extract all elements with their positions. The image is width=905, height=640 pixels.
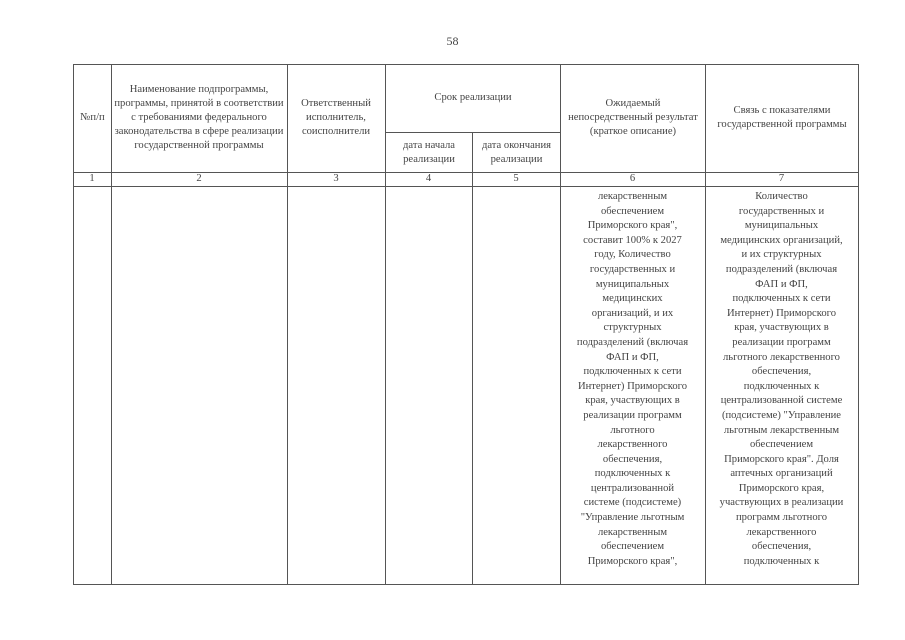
text-line: и их структурных bbox=[741, 249, 822, 261]
header-start-date: дата начала реализации bbox=[403, 139, 455, 165]
text-line: составит 100% к 2027 bbox=[583, 234, 682, 246]
text-line: лекарственным bbox=[597, 526, 668, 538]
text-line: льготным лекарственным bbox=[723, 424, 840, 436]
table-border-right bbox=[858, 64, 859, 584]
text-line: Количество bbox=[755, 191, 808, 202]
expected-result-text bbox=[560, 190, 705, 569]
column-number: 2 bbox=[196, 173, 202, 184]
column-number: 1 bbox=[89, 173, 95, 184]
header-expected-result: Ожидаемый непосредственный результат (краткое описание) bbox=[568, 98, 698, 137]
text-line: обеспечения, bbox=[751, 541, 812, 553]
text-line: Приморского края, bbox=[738, 482, 825, 494]
text-line: лекарственным bbox=[597, 191, 668, 202]
text-line: централизованной системе bbox=[720, 395, 843, 407]
header-implementation-term: Срок реализации bbox=[434, 92, 512, 103]
text-line: аптечных организаций bbox=[730, 468, 833, 480]
column-numbers-bottom-line bbox=[73, 186, 859, 187]
text-line: Приморского края". Доля bbox=[724, 453, 839, 465]
text-line: лекарственного bbox=[597, 439, 668, 451]
text-line: подключенных к bbox=[743, 380, 820, 392]
text-line: реализации программ bbox=[583, 409, 682, 421]
text-line: медицинских организаций, bbox=[720, 234, 843, 246]
text-line: структурных bbox=[603, 322, 662, 334]
column-divider bbox=[472, 132, 473, 584]
implementation-table bbox=[73, 64, 858, 584]
column-number: 3 bbox=[333, 173, 339, 184]
column-number: 7 bbox=[778, 173, 785, 184]
column-number: 4 bbox=[425, 173, 432, 184]
text-line: лекарственного bbox=[746, 526, 817, 538]
text-line: подключенных к bbox=[743, 555, 820, 567]
text-line: подразделений (включая bbox=[576, 336, 689, 348]
text-line: края, участвующих в bbox=[585, 395, 680, 407]
text-line: программ льготного bbox=[736, 512, 827, 524]
text-line: края, участвующих в bbox=[734, 322, 829, 334]
header-end-date: дата окончания реализации bbox=[481, 139, 552, 165]
column-divider bbox=[111, 64, 112, 584]
text-line: обеспечением bbox=[749, 439, 814, 451]
column-number: 6 bbox=[629, 173, 636, 184]
text-line: льготного bbox=[610, 424, 655, 436]
text-line: Интернет) Приморского bbox=[577, 380, 688, 392]
table-border-bottom bbox=[73, 584, 859, 585]
text-line: обеспечения, bbox=[602, 453, 663, 465]
text-line: Приморского края", bbox=[587, 555, 678, 567]
text-line: подключенных к bbox=[594, 468, 671, 480]
text-line: "Управление льготным bbox=[580, 512, 685, 524]
text-line: подразделений (включая bbox=[725, 263, 838, 275]
column-number: 5 bbox=[513, 173, 519, 184]
text-line: ФАП и ФП, bbox=[606, 351, 659, 363]
text-line: Интернет) Приморского bbox=[726, 307, 837, 319]
indicator-link-text bbox=[705, 190, 858, 569]
text-line: подключенных к сети bbox=[732, 293, 831, 305]
text-line: участвующих в реализации bbox=[719, 497, 844, 509]
text-line: организаций, и их bbox=[591, 307, 674, 319]
text-line: обеспечением bbox=[600, 541, 665, 553]
text-line: подключенных к сети bbox=[583, 366, 682, 378]
header-responsible-executor: Ответственный исполнитель, соисполнители bbox=[301, 98, 371, 137]
column-divider bbox=[287, 64, 288, 584]
text-line: муниципальных bbox=[595, 278, 670, 290]
text-line: обеспечения, bbox=[751, 366, 812, 378]
text-line: льготного лекарственного bbox=[723, 351, 840, 363]
text-line: ФАП и ФП, bbox=[755, 278, 808, 290]
text-line: обеспечением bbox=[600, 205, 665, 217]
text-line: муниципальных bbox=[744, 220, 819, 232]
text-line: Приморского края", bbox=[587, 220, 678, 232]
header-link-to-indicators: Связь с показателями государственной программы bbox=[717, 105, 847, 130]
text-line: государственных и bbox=[589, 263, 676, 275]
text-line: (подсистеме) "Управление bbox=[721, 409, 842, 421]
text-line: государственных и bbox=[738, 205, 825, 217]
text-line: реализации программ bbox=[732, 336, 831, 348]
header-subprogram-name: Наименование подпрограммы, программы, принятой в соответствии с требованиями федерального законодательства в сфере реализации государственной программы bbox=[114, 84, 284, 151]
text-line: медицинских bbox=[602, 293, 663, 305]
text-line: системе (подсистеме) bbox=[583, 497, 682, 509]
text-line: централизованной bbox=[590, 482, 675, 494]
page-number: 58 bbox=[446, 34, 459, 48]
text-line: году, Количество bbox=[594, 249, 671, 261]
header-row-number: №п/п bbox=[80, 112, 105, 123]
